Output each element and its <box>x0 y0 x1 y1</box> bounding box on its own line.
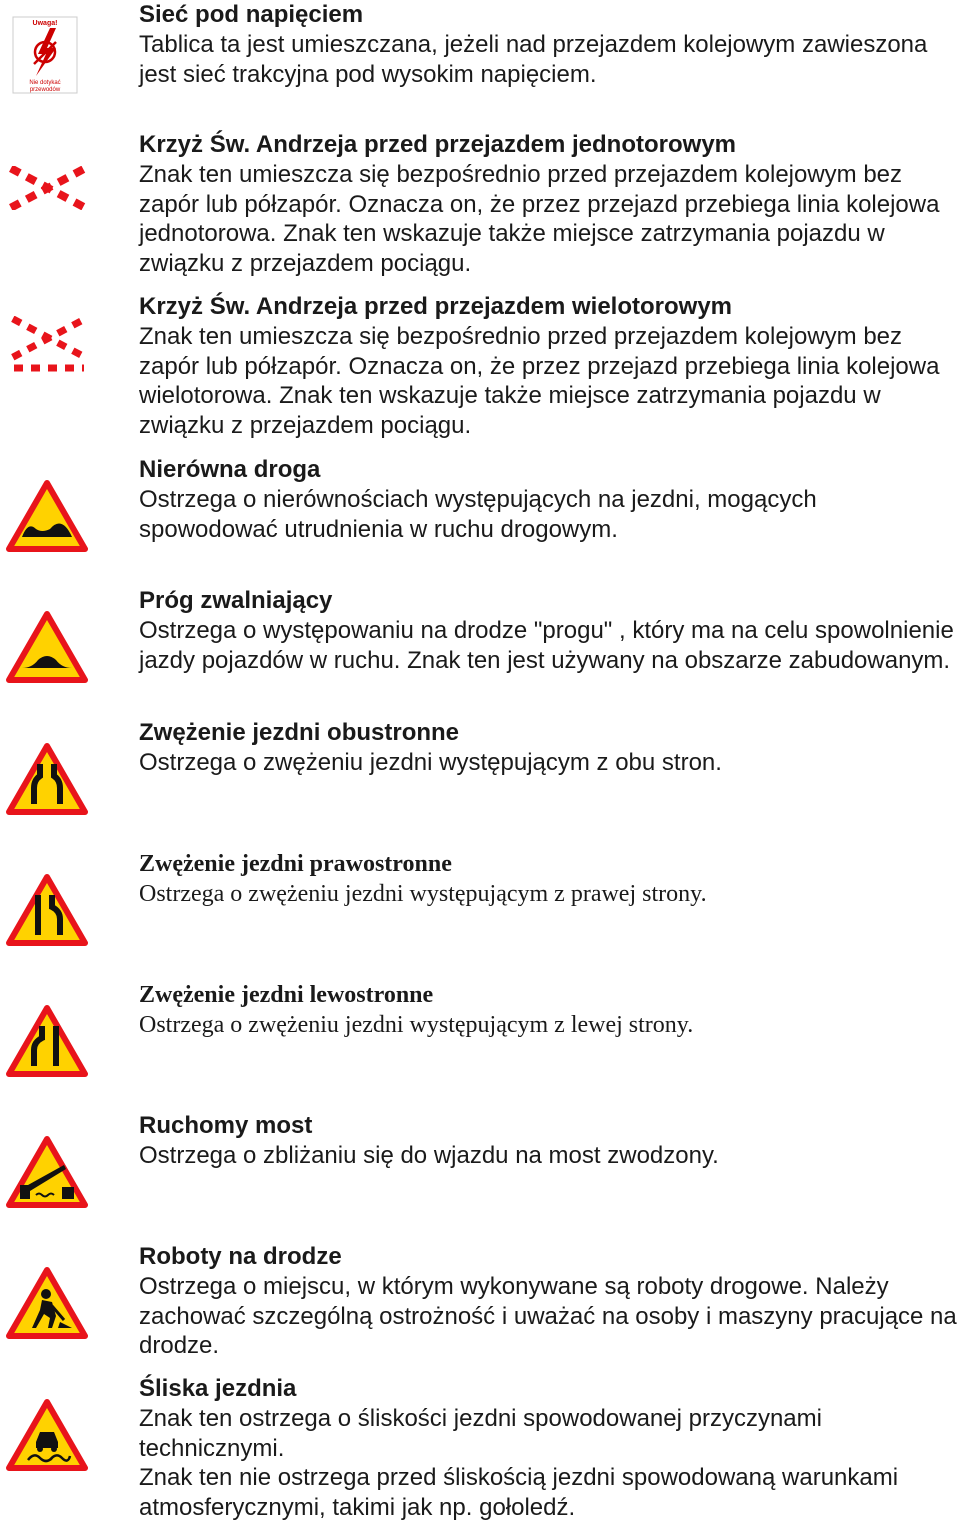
sign-description-line: Znak ten ostrzega o śliskości jezdni spowodowanej przyczynami technicznymi. <box>139 1405 822 1462</box>
movable-bridge-sign-icon <box>6 1135 88 1209</box>
high-voltage-warning-plate-icon <box>12 16 78 94</box>
sign-title: Krzyż Św. Andrzeja przed przejazdem jednotorowym <box>139 131 736 158</box>
sign-text <box>139 1242 960 1361</box>
sign-description-line: Tablica ta jest umieszczana, jeżeli nad przejazdem kolejowym zawieszona jest sieć trakcyjna pod wysokim napięciem. <box>139 31 928 88</box>
sign-text <box>139 1374 960 1522</box>
sign-description <box>139 30 960 89</box>
plate-warning-line-1: Nie dotykać <box>29 80 61 86</box>
single-track-st-andrews-cross-icon <box>6 166 90 210</box>
sign-description-line: Ostrzega o miejscu, w którym wykonywane są roboty drogowe. Należy zachować szczególną ostrożność i uważać na osoby i maszyny pracujące na drodze. <box>139 1273 957 1360</box>
road-narrows-left-sign-icon <box>6 1004 88 1078</box>
sign-description <box>139 616 960 675</box>
road-narrows-both-sides-sign-icon <box>6 742 88 816</box>
sign-text <box>139 130 960 278</box>
sign-description <box>139 1404 960 1522</box>
sign-text <box>139 849 960 909</box>
sign-text <box>139 980 960 1040</box>
sign-description-line: Ostrzega o występowaniu na drodze "progu" , który ma na celu spowolnienie jazdy pojazdów w ruchu. Znak ten jest używany na obszarze zabudowanym. <box>139 617 954 674</box>
sign-title: Zwężenie jezdni obustronne <box>139 719 460 746</box>
sign-description-line: Ostrzega o nierównościach występujących na jezdni, mogących spowodować utrudnienia w ruchu drogowym. <box>139 486 817 543</box>
road-narrows-right-sign-icon <box>6 873 88 947</box>
uneven-road-sign-icon <box>6 479 88 553</box>
sign-description <box>139 160 960 278</box>
sign-text <box>139 0 960 89</box>
sign-description-line: Ostrzega o zbliżaniu się do wjazdu na most zwodzony. <box>139 1142 719 1169</box>
sign-description-line: Ostrzega o zwężeniu jezdni występującym z obu stron. <box>139 749 722 776</box>
plate-warning-line-2: przewodów <box>29 87 61 93</box>
sign-text <box>139 586 960 675</box>
sign-title: Próg zwalniający <box>139 587 333 614</box>
multi-track-st-andrews-cross-icon <box>8 316 90 382</box>
sign-title: Ruchomy most <box>139 1112 313 1139</box>
sign-description <box>139 1010 960 1040</box>
sign-title: Sieć pod napięciem <box>139 1 364 28</box>
sign-title: Zwężenie jezdni lewostronne <box>139 982 434 1008</box>
sign-description <box>139 485 960 544</box>
sign-text <box>139 292 960 440</box>
sign-title: Zwężenie jezdni prawostronne <box>139 851 452 877</box>
sign-title: Krzyż Św. Andrzeja przed przejazdem wielotorowym <box>139 293 733 320</box>
road-works-sign-icon <box>6 1266 88 1340</box>
slippery-road-sign-icon <box>6 1398 88 1472</box>
sign-title: Roboty na drodze <box>139 1243 342 1270</box>
sign-description-line: Znak ten umieszcza się bezpośrednio przed przejazdem kolejowym bez zapór lub półzapór. Oznacza on, że przez przejazd przebiega linia kolejowa jednotorowa. Znak ten wskazuje także miejsce zatrzymania pojazdu w związku z przejazdem pociągu. <box>139 161 940 277</box>
sign-text <box>139 455 960 544</box>
sign-description-line: Znak ten nie ostrzega przed śliskością jezdni spowodowaną warunkami atmosferycznymi, takimi jak np. gołoledź. <box>139 1464 899 1521</box>
sign-description-line: Ostrzega o zwężeniu jezdni występującym z prawej strony. <box>139 881 707 907</box>
sign-description <box>139 879 960 909</box>
sign-text <box>139 1111 960 1171</box>
sign-description <box>139 322 960 440</box>
sign-description-line: Znak ten umieszcza się bezpośrednio przed przejazdem kolejowym bez zapór lub półzapór. Oznacza on, że przez przejazd przebiega linia kolejowa wielotorowa. Znak ten wskazuje także miejsce zatrzymania pojazdu w związku z przejazdem pociągu. <box>139 323 940 439</box>
sign-title: Śliska jezdnia <box>139 1375 297 1402</box>
sign-title: Nierówna droga <box>139 456 321 483</box>
speed-bump-sign-icon <box>6 610 88 684</box>
sign-description <box>139 1141 960 1171</box>
sign-description <box>139 1272 960 1361</box>
plate-heading: Uwaga! <box>32 20 58 27</box>
sign-description-line: Ostrzega o zwężeniu jezdni występującym z lewej strony. <box>139 1012 694 1038</box>
sign-description <box>139 748 960 778</box>
sign-text <box>139 718 960 778</box>
